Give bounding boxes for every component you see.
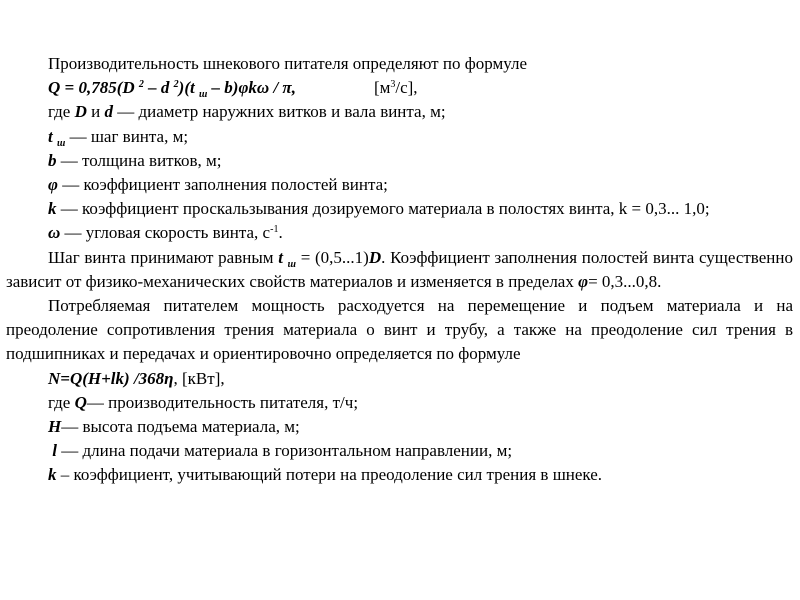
- def-l-line: l — длина подачи материала в горизонтальном направлении, м;: [52, 441, 513, 461]
- formula-q-line: [6, 76, 793, 100]
- def-k2-line: k – коэффициент, учитывающий потери на преодоление сил трения в шнеке.: [48, 465, 603, 485]
- intro-line: [6, 52, 793, 76]
- document-body: [6, 52, 793, 488]
- def-t-line: t $_ш$ — шаг винта, м;: [48, 126, 189, 149]
- intro-text: Производительность шнекового питателя определяют по формуле: [48, 54, 527, 73]
- para-step: Шаг винта принимают равным t $_ш$ = (0,5...1)D. Коэффициент заполнения полостей винта существенно зависит от физико-механических свойств материалов и изменяется в пределах φ= 0,3...0,8.: [6, 247, 793, 291]
- formula-q: Q = 0,785(D $^2$ – d $^2$)(t $_ш$ – b)φkω / π,: [48, 78, 296, 101]
- def-phi-line: φ — коэффициент заполнения полостей винта;: [48, 175, 388, 195]
- def-q-line: где Q— производительность питателя, т/ч;: [48, 392, 359, 412]
- para-power: Потребляемая питателем мощность расходуется на перемещение и подъем материала и на преодоление сопротивления трения материала о винт и трубу, а также на преодоление сил трения в подшипниках и передачах и ориентировочно определяется по формуле: [6, 296, 793, 364]
- def-b-line: b — толщина витков, м;: [48, 150, 222, 170]
- formula-q-units: $[м^3/с]$,: [373, 78, 418, 98]
- def-k-line: k — коэффициент проскальзывания дозируемого материала в полостях винта, k = 0,3... 1,0;: [48, 199, 710, 219]
- def-omega-line: ω — угловая скорость винта, $с^{-1}$.: [48, 223, 283, 243]
- def-d-line: где D и d — диаметр наружних витков и вала винта, м;: [48, 102, 446, 122]
- def-h-line: H— высота подъема материала, м;: [48, 417, 300, 437]
- formula-n-line: N=Q(H+lk) /368η, [кВт],: [48, 368, 225, 388]
- formula-n: N=Q(H+lk) /368η: [48, 368, 174, 388]
